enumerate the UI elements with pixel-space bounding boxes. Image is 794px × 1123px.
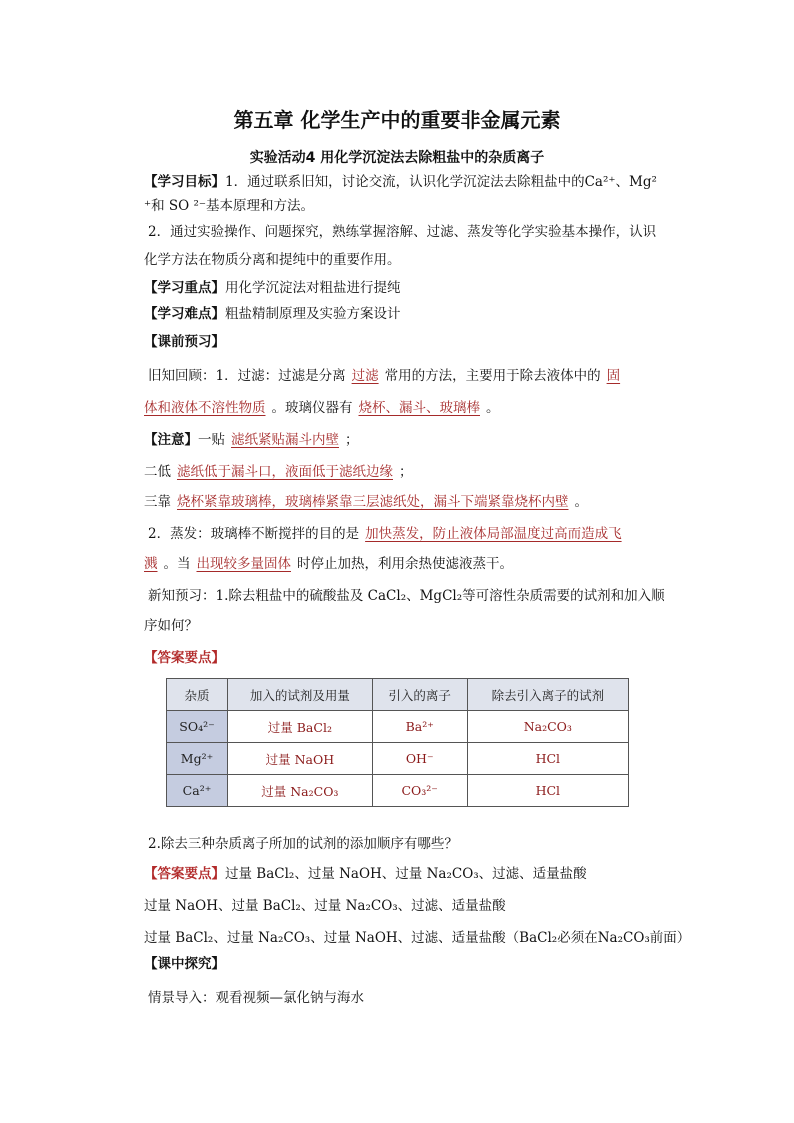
review-text: 。 [486, 400, 500, 416]
review-text: 三靠 [144, 494, 171, 510]
activity-subtitle: 实验活动4 用化学沉淀法去除粗盐中的杂质离子 [249, 150, 545, 166]
table-cell: 过量 Na₂CO₃ [228, 775, 373, 807]
table-cell: Ba²⁺ [372, 711, 467, 743]
table-cell: SO₄²⁻ [167, 711, 228, 743]
answer-blank: 滤纸紧贴漏斗内壁 [231, 432, 339, 448]
table-cell: HCl [467, 743, 628, 775]
answer-blank: 固 [606, 368, 621, 384]
review-text: 2．蒸发：玻璃棒不断搅拌的目的是 [148, 526, 360, 542]
preview-label: 【课前预习】 [144, 334, 225, 350]
table-cell: OH⁻ [372, 743, 467, 775]
objectives-line-4: 化学方法在物质分离和提纯中的重要作用。 [144, 252, 401, 268]
review-text: 。 [574, 494, 588, 510]
chapter-title: 第五章 化学生产中的重要非金属元素 [233, 108, 561, 132]
answer-blank: 体和液体不溶性物质 [144, 400, 266, 416]
question-2-answer-1 [144, 864, 587, 884]
table-cell: Ca²⁺ [167, 775, 228, 807]
key-point-line [144, 278, 401, 298]
table-row [167, 711, 629, 743]
review-text: ； [399, 464, 413, 480]
table-header: 除去引入离子的试剂 [467, 679, 628, 711]
difficulty-line [144, 304, 401, 324]
review-line-2 [144, 398, 500, 418]
evaporation-line-1 [148, 524, 628, 544]
answer-blank: 烧杯紧靠玻璃棒，玻璃棒紧靠三层滤纸处，漏斗下端紧靠烧杯内壁 [177, 494, 569, 510]
question-2-answer-3: 过量 BaCl₂、过量 Na₂CO₃、过量 NaOH、过滤、适量盐酸（BaCl₂必须在Na₂CO₃前面） [144, 930, 691, 946]
answer-blank: 出现较多量固体 [196, 556, 291, 572]
new-preview-line-1: 新知预习：1.除去粗盐中的硫酸盐及 CaCl₂、MgCl₂等可溶性杂质需要的试剂和加入顺 [148, 588, 665, 604]
explore-label: 【课中探究】 [144, 956, 225, 972]
difficulty-label: 【学习难点】 [144, 306, 225, 322]
table-row [167, 743, 629, 775]
answer-blank: 溅 [144, 556, 158, 572]
table-header: 引入的离子 [372, 679, 467, 711]
review-text: 常用的方法，主要用于除去液体中的 [384, 368, 601, 384]
review-text: 一贴 [198, 432, 225, 448]
answer-blank: 烧杯、漏斗、玻璃棒 [358, 400, 480, 416]
three-lean-line [144, 492, 588, 512]
evaporation-line-2 [144, 554, 513, 574]
question-2: 2.除去三种杂质离子所加的试剂的添加顺序有哪些？ [148, 836, 458, 852]
key-point-text: 用化学沉淀法对粗盐进行提纯 [225, 280, 401, 296]
note-label: 【注意】 [144, 432, 198, 448]
note-line [144, 430, 359, 450]
table-header: 加入的试剂及用量 [228, 679, 373, 711]
objectives-text-1: 1．通过联系旧知，讨论交流，认识化学沉淀法去除粗盐中的Ca²⁺、Mg² [225, 174, 657, 190]
intro-line: 情景导入：观看视频—氯化钠与海水 [148, 990, 364, 1006]
objectives-label: 【学习目标】 [144, 174, 225, 190]
table-cell: 过量 BaCl₂ [228, 711, 373, 743]
two-low-line [144, 462, 413, 482]
new-preview-line-2: 序如何？ [144, 618, 198, 634]
review-text: ； [345, 432, 359, 448]
answer-points-label: 【答案要点】 [144, 650, 225, 666]
table-row [167, 775, 629, 807]
question-2-answer-2: 过量 NaOH、过量 BaCl₂、过量 Na₂CO₃、过滤、适量盐酸 [144, 898, 506, 914]
answer-text: 过量 BaCl₂、过量 NaOH、过量 Na₂CO₃、过滤、适量盐酸 [225, 866, 587, 882]
answer-blank: 过滤 [351, 368, 379, 384]
answer-points-label: 【答案要点】 [144, 866, 225, 882]
difficulty-text: 粗盐精制原理及实验方案设计 [225, 306, 401, 322]
table-cell: 过量 NaOH [228, 743, 373, 775]
table-cell: HCl [467, 775, 628, 807]
answer-blank: 加快蒸发，防止液体局部温度过高而造成飞 [365, 526, 622, 542]
table-header: 杂质 [167, 679, 228, 711]
review-text: 时停止加热，利用余热使滤液蒸干。 [297, 556, 513, 572]
key-point-label: 【学习重点】 [144, 280, 225, 296]
review-line-1 [148, 366, 626, 386]
review-text: 。玻璃仪器有 [271, 400, 353, 416]
objectives-line-3: 2．通过实验操作、问题探究，熟练掌握溶解、过滤、蒸发等化学实验基本操作，认识 [148, 224, 657, 240]
objectives-line-2: ⁺和 SO ²⁻基本原理和方法。 [144, 198, 315, 214]
table-header-row [167, 679, 629, 711]
table-cell: CO₃²⁻ [372, 775, 467, 807]
review-text: 二低 [144, 464, 171, 480]
review-text: 旧知回顾：1．过滤：过滤是分离 [148, 368, 346, 384]
review-text: 。当 [163, 556, 191, 572]
table-cell: Mg²⁺ [167, 743, 228, 775]
objectives-line-1 [144, 172, 657, 192]
table-cell: Na₂CO₃ [467, 711, 628, 743]
reagent-table [166, 678, 629, 807]
answer-blank: 滤纸低于漏斗口，液面低于滤纸边缘 [177, 464, 393, 480]
